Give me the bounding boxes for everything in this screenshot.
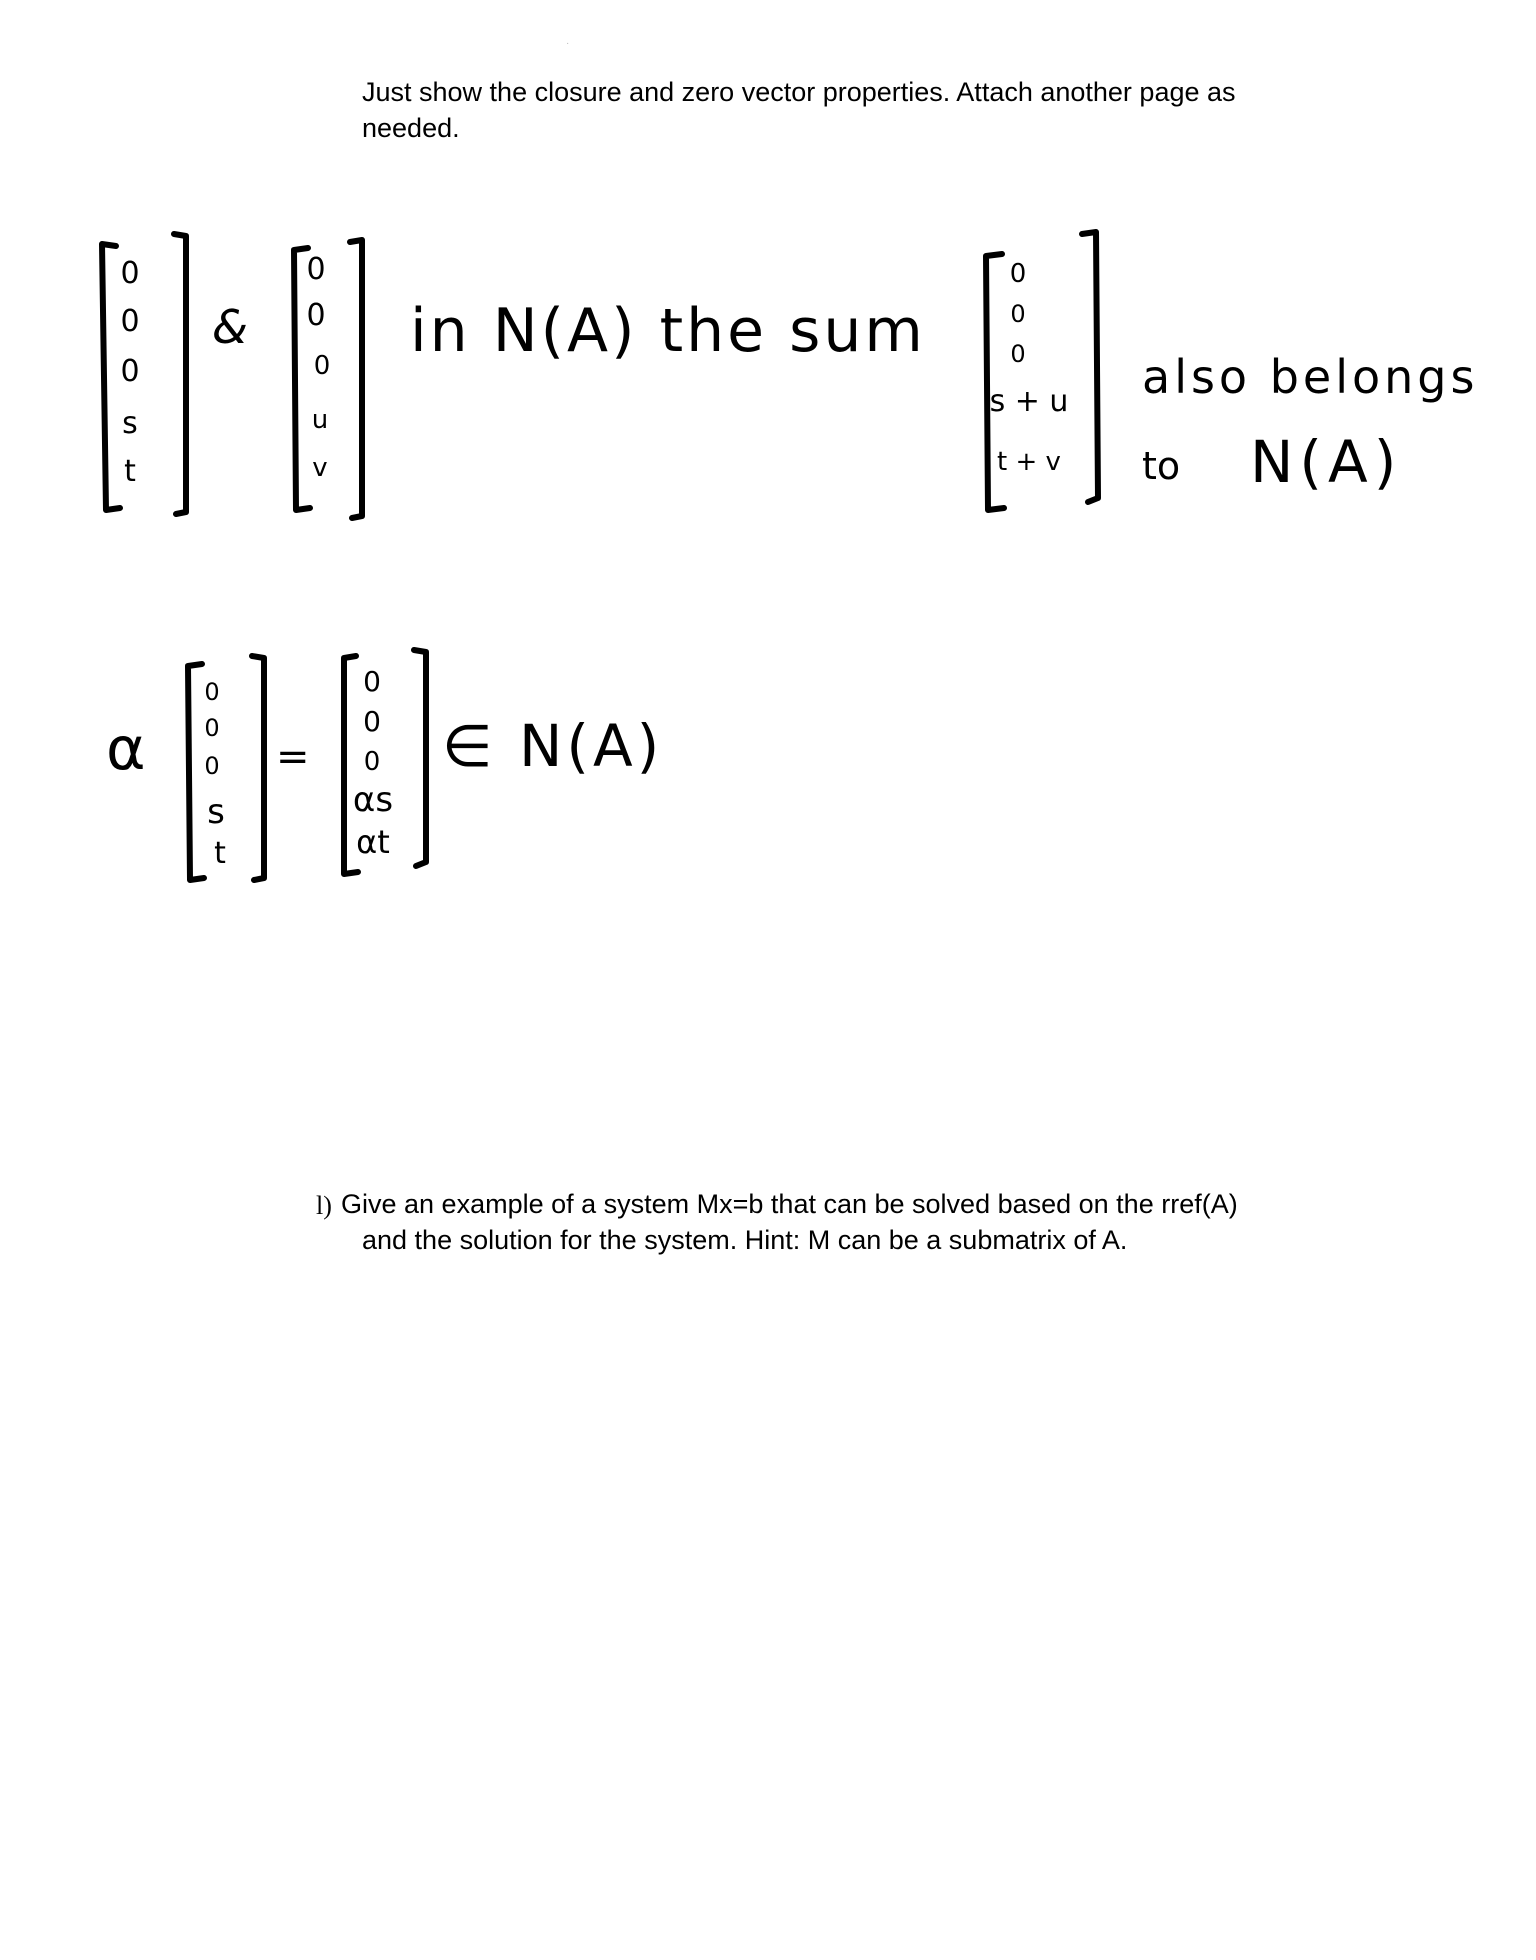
vector-sum-entry: s + u <box>989 384 1069 419</box>
vector-sum-entry: 0 <box>1010 300 1026 328</box>
equals-sign: = <box>276 734 310 780</box>
instruction-line-1: Just show the closure and zero vector properties. Attach another page as <box>362 77 1236 107</box>
set-name-na: N(A) <box>1250 428 1403 496</box>
vector-x-entry: 0 <box>120 354 140 389</box>
vector-y-entry: 0 <box>313 351 331 381</box>
vector-y-right-bracket <box>348 236 372 526</box>
vector-x-entry: 0 <box>120 304 140 339</box>
scalar-alpha: α <box>106 714 146 784</box>
vector-x-right-bracket <box>172 230 194 520</box>
stray-mark: · <box>566 38 570 49</box>
vector-scaled-entry: 0 <box>363 665 381 698</box>
vector-sum-entry: t + v <box>997 447 1061 477</box>
vector-scaled-entry: 0 <box>363 705 381 738</box>
question-line-2: and the solution for the system. Hint: M can be a submatrix of A. <box>362 1225 1128 1255</box>
vector-scaled-right-bracket <box>412 646 438 876</box>
vector-scaled-input-right-bracket <box>250 652 274 888</box>
phrase-also-belongs: also belongs <box>1142 350 1479 404</box>
vector-scaled-input-entry: 0 <box>204 678 220 706</box>
vector-x-entry: 0 <box>120 256 140 291</box>
vector-scaled-entry: 0 <box>363 747 381 777</box>
vector-sum-right-bracket <box>1080 230 1108 520</box>
vector-x-entry: t <box>124 454 136 489</box>
vector-x-entry: s <box>122 406 138 441</box>
vector-scaled-input-entry: s <box>207 792 225 832</box>
vector-scaled-input-entry: t <box>214 836 226 871</box>
question-marker: l) <box>316 1191 332 1220</box>
vector-y-entry: 0 <box>306 252 326 287</box>
phrase-to: to <box>1142 444 1181 488</box>
vector-sum-entry: 0 <box>1010 340 1026 368</box>
vector-scaled-input-entry: 0 <box>204 714 220 742</box>
vector-y-entry: u <box>311 405 329 435</box>
vector-y-entry: v <box>312 453 328 483</box>
question-line-1: Give an example of a system Mx=b that can be solved based on the rref(A) <box>341 1189 1238 1219</box>
vector-y-entry: 0 <box>306 298 326 333</box>
vector-scaled-entry: αs <box>352 780 394 820</box>
vector-sum-entry: 0 <box>1009 259 1027 289</box>
instruction-line-2: needed. <box>362 113 460 143</box>
vector-scaled-entry: αt <box>356 823 390 861</box>
phrase-in-na-the-sum: in N(A) the sum <box>410 296 926 366</box>
membership-in-na: ∈ N(A) <box>442 712 664 780</box>
ampersand: & <box>212 300 248 354</box>
vector-scaled-input-entry: 0 <box>204 752 220 780</box>
